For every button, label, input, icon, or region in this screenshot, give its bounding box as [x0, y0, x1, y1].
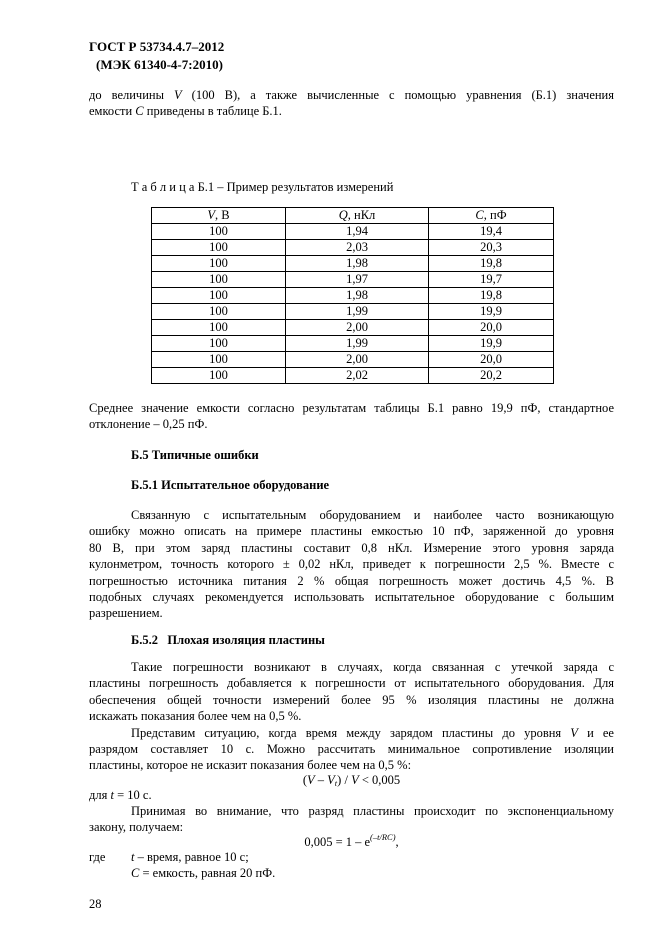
table-cell: 19,8 — [429, 288, 554, 304]
table-cell: 2,00 — [286, 352, 429, 368]
summary-paragraph — [89, 400, 614, 433]
superscript: (–t/RC) — [370, 832, 396, 842]
table-cell: 1,94 — [286, 224, 429, 240]
text-line: кулонметром, точность которого ± 0,02 нКл, приведет к погрешности 2,5 %. Вместе с — [89, 557, 614, 572]
column-header: C, пФ — [429, 208, 554, 224]
section-heading-b51: Б.5.1 Испытательное оборудование — [131, 478, 330, 492]
text-line: C = емкость, равная 20 пФ. — [131, 866, 276, 881]
text-line: подобных случаях рекомендуется использовать испытательное оборудование с большим — [89, 589, 614, 604]
table-cell: 20,3 — [429, 240, 554, 256]
where-label: где — [89, 850, 106, 864]
table-cell: 1,99 — [286, 336, 429, 352]
table-cell: 100 — [152, 288, 286, 304]
where-list — [131, 849, 614, 882]
text-line: Представим ситуацию, когда время между зарядом пластины до уровня V и ее — [131, 725, 614, 740]
formula-condition — [89, 787, 614, 803]
table-cell: 1,97 — [286, 272, 429, 288]
b52-paragraph-3 — [89, 803, 614, 836]
formula-exponential — [89, 834, 614, 850]
table-row — [152, 256, 554, 272]
table-cell: 2,03 — [286, 240, 429, 256]
text-line: погрешностью источника питания 2 % общая погрешность может достичь 4,5 %. В — [89, 573, 614, 588]
italic-symbol: Q — [338, 208, 348, 222]
table-cell: 20,0 — [429, 352, 554, 368]
italic-symbol: V — [351, 773, 359, 787]
text-line: для t = 10 с. — [89, 788, 152, 802]
text-line: Принимая во внимание, что разряд пластины происходит по экспоненциальному — [131, 804, 614, 818]
table-row — [152, 336, 554, 352]
italic-symbol: t — [110, 788, 114, 802]
table-row — [152, 240, 554, 256]
table-row — [152, 352, 554, 368]
italic-symbol: V — [570, 725, 578, 740]
table-cell: 19,8 — [429, 256, 554, 272]
text-line: 80 В, при этом заряд пластины составит 0,8 нКл. Измерение этого уровня заряда — [89, 540, 614, 555]
iec-reference: (МЭК 61340-4-7:2010) — [96, 57, 223, 72]
table-cell: 100 — [152, 304, 286, 320]
table-row — [152, 304, 554, 320]
text-line: разрядом составляет 10 с. Можно рассчитать минимальное сопротивление изоляции — [89, 741, 614, 756]
text-line: $0,005 = 1 - e^{(-t/RC)}$, — [304, 832, 399, 849]
table-row — [152, 368, 554, 384]
table-cell: 1,98 — [286, 256, 429, 272]
italic-symbol: V — [327, 773, 335, 787]
table-cell: 100 — [152, 320, 286, 336]
table-cell: 100 — [152, 224, 286, 240]
table-cell: 20,2 — [429, 368, 554, 384]
b52-paragraph-2 — [89, 725, 614, 774]
italic-symbol: C — [475, 208, 484, 222]
text-line: до величины V (100 В), а также вычисленные с помощью уравнения (Б.1) значения — [89, 88, 614, 102]
formula-insulation — [89, 772, 614, 788]
table-row — [152, 272, 554, 288]
table-cell: 100 — [152, 240, 286, 256]
table-row — [152, 224, 554, 240]
b52-paragraph-1 — [89, 659, 614, 725]
text-line: отклонение – 0,25 пФ. — [89, 417, 208, 432]
table-cell: 19,9 — [429, 304, 554, 320]
section-heading-b5: Б.5 Типичные ошибки — [131, 448, 259, 462]
table-cell: 19,4 — [429, 224, 554, 240]
text-line: пластины погрешность добавляется к погрешности от испытательного оборудования. Для — [89, 676, 614, 691]
text-line: искажать показания более чем на 0,5 %. — [89, 709, 302, 724]
b51-paragraph — [89, 507, 614, 622]
italic-symbol: V — [174, 88, 182, 102]
text-line: емкости C приведены в таблице Б.1. — [89, 104, 282, 119]
text-line: t – время, равное 10 с; — [131, 850, 249, 864]
table-header-row — [152, 208, 554, 224]
italic-symbol: C — [135, 104, 144, 119]
table-cell: 100 — [152, 336, 286, 352]
table-row — [152, 320, 554, 336]
table-cell: 100 — [152, 352, 286, 368]
intro-paragraph — [89, 87, 614, 120]
table-cell: 19,7 — [429, 272, 554, 288]
table-caption: Т а б л и ц а Б.1 – Пример результатов измерений — [131, 180, 394, 194]
section-heading-b52: Б.5.2 Плохая изоляция пластины — [131, 633, 325, 647]
results-table — [151, 207, 554, 384]
standard-number: ГОСТ Р 53734.4.7–2012 — [89, 39, 225, 54]
column-header: V, В — [152, 208, 286, 224]
table-cell: 2,02 — [286, 368, 429, 384]
table-cell: 100 — [152, 256, 286, 272]
table-cell: 100 — [152, 272, 286, 288]
italic-symbol: V — [207, 208, 216, 222]
text-line: ошибку можно описать на примере пластины емкостью 10 пФ, заряженной до уровня — [89, 524, 614, 539]
table-body — [152, 224, 554, 384]
subscript: t — [334, 778, 338, 788]
text-line: обеспечения общей точности измерений более 95 % изоляция пластины не должна — [89, 692, 614, 707]
table-cell: 1,99 — [286, 304, 429, 320]
table-cell: 1,98 — [286, 288, 429, 304]
text-line: Такие погрешности возникают в случаях, когда связанная с утечкой заряда с — [131, 660, 614, 674]
text-line: $(V - V_t) / V < 0,005$ — [302, 773, 401, 788]
table-cell: 20,0 — [429, 320, 554, 336]
table-cell: 100 — [152, 368, 286, 384]
text-line: Среднее значение емкости согласно результатам таблицы Б.1 равно 19,9 пФ, стандартное — [89, 401, 614, 415]
italic-symbol: C — [131, 866, 140, 881]
page-number: 28 — [89, 897, 102, 911]
italic-symbol: t — [131, 850, 135, 864]
text-line: разрешением. — [89, 606, 163, 621]
table-cell: 2,00 — [286, 320, 429, 336]
text-line: закону, получаем: — [89, 820, 184, 835]
table-row — [152, 288, 554, 304]
italic-symbol: V — [307, 773, 315, 787]
text-line: Связанную с испытательным оборудованием и наиболее часто возникающую — [131, 508, 614, 522]
table-cell: 19,9 — [429, 336, 554, 352]
text-line: пластины, которое не исказит показания более чем на 0,5 %: — [89, 758, 412, 773]
column-header: Q, нКл — [286, 208, 429, 224]
